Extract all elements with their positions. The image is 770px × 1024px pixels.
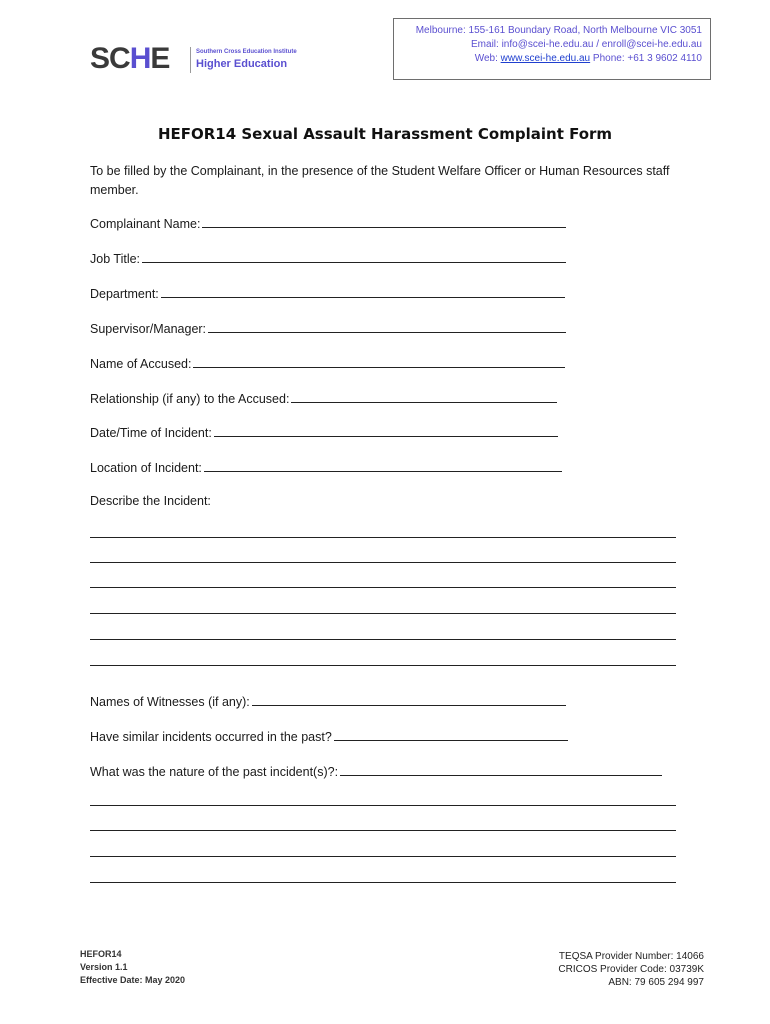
complainant-name-line[interactable] (202, 215, 566, 228)
date-time-line[interactable] (214, 424, 558, 437)
job-title-label: Job Title: (90, 252, 141, 266)
accused-name-label: Name of Accused: (90, 357, 192, 371)
footer-teqsa: TEQSA Provider Number: 14066 (558, 951, 704, 962)
job-title-line[interactable] (142, 250, 566, 263)
describe-line-6[interactable] (90, 665, 676, 666)
logo-subtitle (196, 48, 297, 71)
relationship-line[interactable] (291, 390, 557, 403)
form-title: HEFOR14 Sexual Assault Harassment Complaint Form (157, 125, 613, 143)
contact-web-phone (394, 52, 702, 66)
describe-line-4[interactable] (90, 613, 676, 614)
accused-name-field[interactable] (90, 355, 565, 371)
date-time-label: Date/Time of Incident: (90, 426, 212, 440)
department-field[interactable] (90, 285, 565, 301)
logo-division: Higher Education (196, 58, 288, 70)
witnesses-field[interactable] (90, 693, 566, 709)
similar-incidents-label: Have similar incidents occurred in the past? (90, 730, 332, 744)
contact-address: Melbourne: 155-161 Boundary Road, North Melbourne VIC 3051 (415, 25, 702, 36)
logo-divider (190, 47, 191, 73)
form-intro: To be filled by the Complainant, in the presence of the Student Welfare Officer or Human Resources staff member. (90, 164, 670, 197)
past-nature-line-1[interactable] (90, 805, 676, 806)
contact-email: Email: info@scei-he.edu.au / enroll@scei-he.edu.au (471, 39, 702, 50)
location-label: Location of Incident: (90, 461, 202, 475)
footer-effective-date: Effective Date: May 2020 (80, 975, 186, 985)
describe-line-3[interactable] (90, 587, 676, 588)
past-nature-field[interactable] (90, 763, 662, 779)
complainant-name-label: Complainant Name: (90, 217, 201, 231)
job-title-field[interactable] (90, 250, 566, 266)
logo-tagline: Southern Cross Education Institute (196, 49, 297, 55)
describe-incident-label: Describe the Incident: (90, 494, 211, 508)
footer-doc-info (80, 948, 185, 987)
supervisor-field[interactable] (90, 320, 566, 336)
describe-line-1[interactable] (90, 537, 676, 538)
past-nature-line[interactable] (340, 763, 662, 776)
contact-box (393, 18, 711, 80)
website-link[interactable]: www.scei-he.edu.au (500, 53, 591, 64)
logo-mark-h: H (129, 42, 151, 75)
footer-abn: ABN: 79 605 294 997 (608, 977, 704, 988)
relationship-field[interactable] (90, 390, 557, 406)
supervisor-line[interactable] (208, 320, 566, 333)
footer-doc-code: HEFOR14 (80, 949, 122, 959)
location-line[interactable] (204, 459, 562, 472)
past-nature-line-2[interactable] (90, 830, 676, 831)
witnesses-line[interactable] (252, 693, 566, 706)
supervisor-label: Supervisor/Manager: (90, 322, 207, 336)
contact-web-prefix: Web: (474, 53, 501, 64)
department-label: Department: (90, 287, 159, 301)
date-time-field[interactable] (90, 424, 558, 440)
relationship-label: Relationship (if any) to the Accused: (90, 392, 290, 406)
department-line[interactable] (161, 285, 565, 298)
similar-incidents-field[interactable] (90, 728, 568, 744)
similar-incidents-line[interactable] (334, 728, 568, 741)
location-field[interactable] (90, 459, 562, 475)
logo-mark-e: E (150, 42, 170, 75)
describe-line-5[interactable] (90, 639, 676, 640)
logo-mark-sc: SC (90, 42, 130, 75)
footer-provider-info (558, 950, 704, 989)
past-nature-line-4[interactable] (90, 882, 676, 883)
witnesses-label: Names of Witnesses (if any): (90, 695, 250, 709)
describe-line-2[interactable] (90, 562, 676, 563)
accused-name-line[interactable] (193, 355, 565, 368)
logo-wordmark (90, 42, 169, 76)
footer-version: Version 1.1 (80, 962, 128, 972)
footer-cricos: CRICOS Provider Code: 03739K (558, 964, 704, 975)
complainant-name-field[interactable] (90, 215, 566, 231)
past-nature-line-3[interactable] (90, 856, 676, 857)
contact-phone: Phone: +61 3 9602 4110 (590, 53, 702, 64)
past-nature-label: What was the nature of the past incident(s)?: (90, 765, 339, 779)
